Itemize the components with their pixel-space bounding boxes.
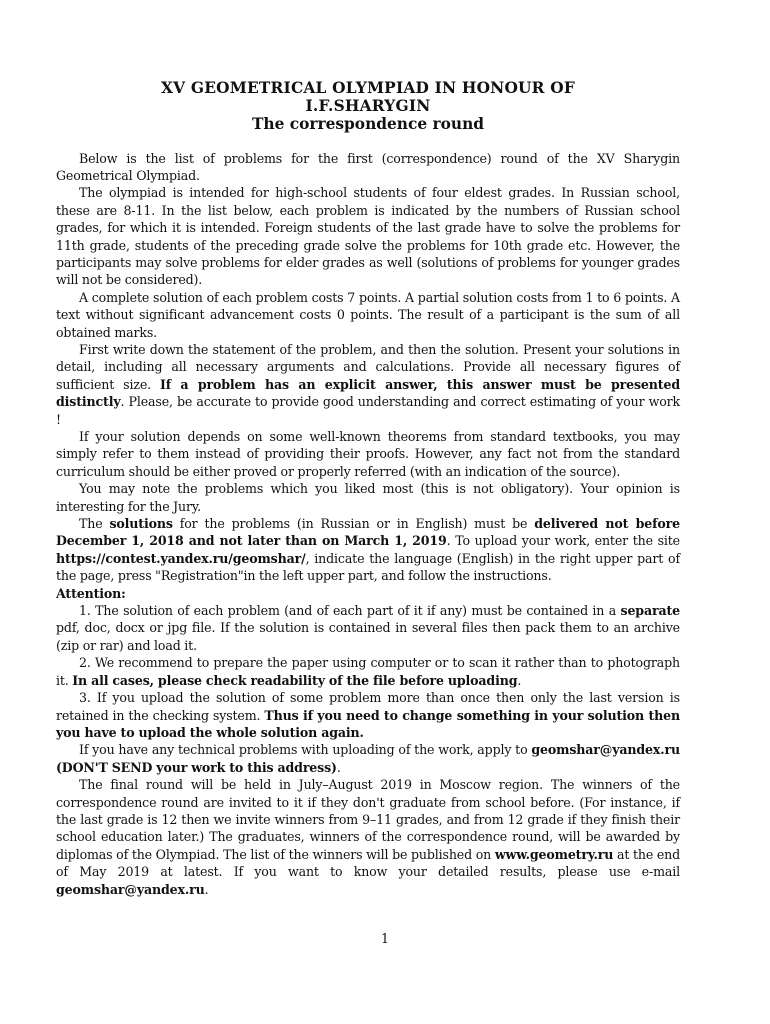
contact-email[interactable]: geomshar@yandex.ru (DON'T SEND your work to this address)	[56, 742, 680, 775]
attention-heading: Attention:	[56, 585, 126, 601]
paragraph-scoring: A complete solution of each problem costs 7 points. A partial solution costs from 1 to 6 points. A text without significant advancement costs 0 points. The result of a participant is the sum of all obtained marks.	[56, 289, 680, 340]
paragraph-audience: The olympiad is intended for high-school students of four eldest grades. In Russian school, these are 8-11. In the list below, each problem is indicated by the numbers of Russian school grades, for which it is intended. Foreign students of the last grade have to solve the problems for 11th grade, students of the preceding grade solve the problems for 10th grade etc. However, the participants may solve problems for elder grades as well (solutions of problems for younger grades will not be considered).	[56, 185, 680, 288]
attention-item-3: 3. If you upload the solution of some problem more than once then only the last version is retained in the checking system. Thus if you need to change something in your solution then you have to upload the whole solution again.	[56, 690, 680, 740]
paragraph-presentation: First write down the statement of the problem, and then the solution. Present your solutions in detail, including all necessary arguments and calculations. Provide all necessary figures of sufficient size. If a problem has an explicit answer, this answer must be presented distinctly. Please, be accurate to provide good understanding and correct estimating of your work !	[56, 341, 680, 427]
title-subtitle: The correspondence round	[251, 115, 485, 133]
document-body	[56, 150, 680, 898]
document-title	[56, 80, 680, 134]
paragraph-technical: If you have any technical problems with uploading of the work, apply to geomshar@yandex.ru (DON'T SEND your work to this address).	[56, 742, 680, 775]
paragraph-intro: Below is the list of problems for the first (correspondence) round of the XV Sharygin Geometrical Olympiad.	[56, 150, 680, 183]
paragraph-final-round: The final round will be held in July–August 2019 in Moscow region. The winners of the correspondence round are invited to it if they don't graduate from school before. (For instance, if the last grade is 12 then we invite winners from 9–11 grades, and from 12 grade if they finish their school education later.) The graduates, winners of the correspondence round, will be awarded by diplomas of the Olympiad. The list of the winners will be published on www.geometry.ru at the end of May 2019 at latest. If you want to know your detailed results, please use e-mail geomshar@yandex.ru.	[56, 777, 680, 897]
website-link[interactable]: www.geometry.ru	[494, 846, 614, 862]
paragraph-opinion: You may note the problems which you liked most (this is not obligatory). Your opinion is interesting for the Jury.	[56, 481, 680, 514]
paragraph-submission: The solutions for the problems (in Russian or in English) must be delivered not before December 1, 2018 and not later than on March 1, 2019. To upload your work, enter the site https://contest.yandex.ru/geomshar/, indicate the language (English) in the right upper part of the page, press "Registration"in the left upper part, and follow the instructions.	[56, 516, 680, 584]
attention-item-2: 2. We recommend to prepare the paper using computer or to scan it rather than to photograph it. In all cases, please check readability of the file before uploading.	[56, 655, 680, 688]
attention-item-1: 1. The solution of each problem (and of each part of it if any) must be contained in a separate pdf, doc, docx or jpg file. If the solution is contained in several files then pack them to an archive (zip or rar) and load it.	[56, 603, 680, 653]
title-line-1: XV GEOMETRICAL OLYMPIAD IN HONOUR OF	[161, 79, 575, 97]
document-page	[56, 80, 680, 898]
results-email[interactable]: geomshar@yandex.ru	[56, 881, 205, 897]
contest-url-link[interactable]: https://contest.yandex.ru/geomshar/	[56, 550, 306, 566]
page-number: 1	[380, 931, 389, 946]
title-line-2: I.F.SHARYGIN	[305, 96, 431, 115]
paragraph-theorems: If your solution depends on some well-known theorems from standard textbooks, you may simply refer to them instead of providing their proofs. However, any fact not from the standard curriculum should be either proved or properly referred (with an indication of the source).	[56, 429, 680, 479]
